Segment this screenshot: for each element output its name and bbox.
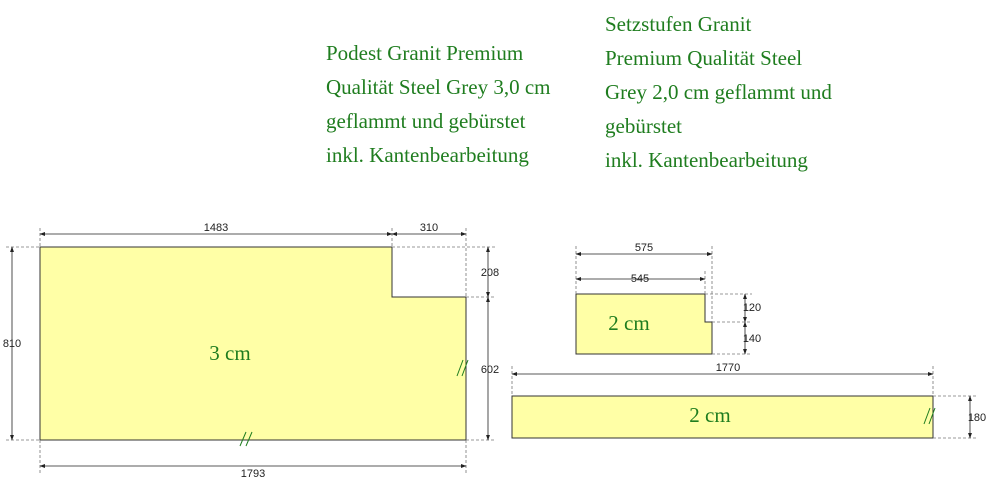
landing-description-line: Qualität Steel Grey 3,0 cm	[326, 75, 551, 99]
dim-landing-top-notch: 310	[419, 222, 439, 234]
riser-description-line: Setzstufen Granit	[605, 12, 752, 36]
small-riser-thickness-label: 2 cm	[608, 311, 650, 335]
dim-small-riser-width-total: 575	[634, 242, 654, 254]
long-riser-thickness-label: 2 cm	[689, 403, 731, 427]
riser-description-line: Grey 2,0 cm geflammt und	[605, 80, 832, 104]
riser-description-line: Premium Qualität Steel	[605, 46, 803, 70]
dim-long-riser-height: 180	[967, 412, 987, 424]
dim-landing-left-height: 810	[2, 338, 22, 350]
dim-landing-top-main: 1483	[203, 222, 229, 234]
landing-description-line: inkl. Kantenbearbeitung	[326, 143, 529, 167]
landing-thickness-label: 3 cm	[209, 341, 251, 365]
riser-description-line: inkl. Kantenbearbeitung	[605, 148, 808, 172]
dim-landing-notch-depth: 208	[480, 267, 500, 279]
landing-description-line: geflammt und gebürstet	[326, 109, 526, 133]
landing-slab	[3, 222, 499, 480]
riser-description-line: gebürstet	[605, 114, 682, 138]
landing-description-line: Podest Granit Premium	[326, 41, 524, 65]
dim-landing-right-height: 602	[480, 364, 500, 376]
dim-small-riser-notch-depth: 120	[742, 302, 762, 314]
dim-long-riser-width: 1770	[715, 362, 741, 374]
dim-small-riser-width-top: 545	[630, 273, 650, 285]
long-riser-slab	[512, 362, 986, 438]
landing-slab-outline	[40, 247, 466, 440]
dim-small-riser-right-height: 140	[742, 333, 762, 345]
dim-landing-bottom-width: 1793	[240, 468, 266, 480]
small-riser-slab	[576, 242, 761, 354]
